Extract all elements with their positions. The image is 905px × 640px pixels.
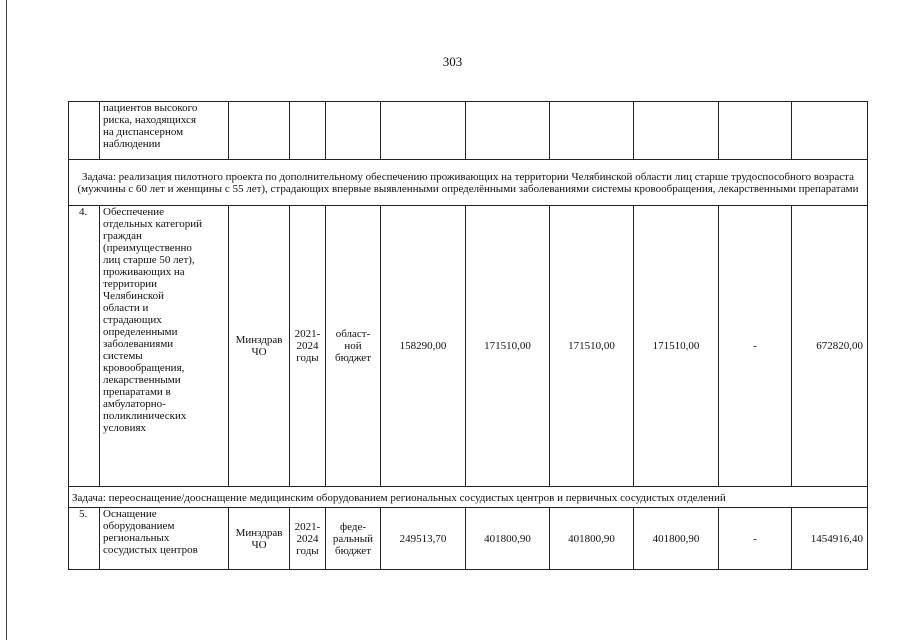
amount-cell	[381, 102, 466, 160]
amount-2023: 171510,00	[550, 206, 634, 487]
amount-cell	[466, 102, 550, 160]
task-heading: Задача: реализация пилотного проекта по дополнительному обеспечению проживающих на территории Челябинской области лиц старше трудоспособного возраста (мужчины с 60 лет и женщины с 55 лет), страдающих впервые выявленными определёнными заболеваниями системы кровообращения, лекарственными препаратами	[69, 160, 868, 206]
amount-2025: -	[719, 206, 792, 487]
row-number-cell	[69, 102, 100, 160]
source-cell: област- ной бюджет	[326, 206, 381, 487]
period-cell: 2021- 2024 годы	[290, 206, 326, 487]
amount-cell	[634, 102, 719, 160]
amount-2025: -	[719, 508, 792, 570]
amount-2022: 171510,00	[466, 206, 550, 487]
task-heading: Задача: переоснащение/дооснащение медицинским оборудованием региональных сосудистых центров и первичных сосудистых отделений	[69, 487, 868, 508]
amount-2024: 401800,90	[634, 508, 719, 570]
amount-cell	[550, 102, 634, 160]
total-amount: 1454916,40	[792, 508, 868, 570]
amount-2021: 158290,00	[381, 206, 466, 487]
page-number: 303	[442, 54, 463, 69]
row-number: 5.	[69, 508, 100, 570]
page-left-border	[6, 0, 7, 640]
executor-cell: Минздрав ЧО	[229, 206, 290, 487]
row-number: 4.	[69, 206, 100, 487]
measure-description: пациентов высокого риска, находящихся на диспансерном наблюдении	[100, 102, 229, 160]
table-row-continuation	[69, 102, 868, 160]
amount-2024: 171510,00	[634, 206, 719, 487]
period-cell	[290, 102, 326, 160]
total-cell	[792, 102, 868, 160]
program-table	[68, 101, 868, 570]
task-row	[69, 487, 868, 508]
table-row-4	[69, 206, 868, 487]
table-row-5	[69, 508, 868, 570]
executor-cell: Минздрав ЧО	[229, 508, 290, 570]
total-amount: 672820,00	[792, 206, 868, 487]
period-cell: 2021- 2024 годы	[290, 508, 326, 570]
amount-2023: 401800,90	[550, 508, 634, 570]
task-row	[69, 160, 868, 206]
executor-cell	[229, 102, 290, 160]
measure-description: Обеспечение отдельных категорий граждан (преимущественно лиц старше 50 лет), проживающих на территории Челябинской области и страдающих определенными заболеваниями системы кровообращения, лекарственными препаратами в амбулаторно- поликлинических условиях	[100, 206, 229, 487]
amount-2021: 249513,70	[381, 508, 466, 570]
amount-2022: 401800,90	[466, 508, 550, 570]
source-cell	[326, 102, 381, 160]
amount-cell	[719, 102, 792, 160]
source-cell: феде- ральный бюджет	[326, 508, 381, 570]
measure-description: Оснащение оборудованием региональных сосудистых центров	[100, 508, 229, 570]
